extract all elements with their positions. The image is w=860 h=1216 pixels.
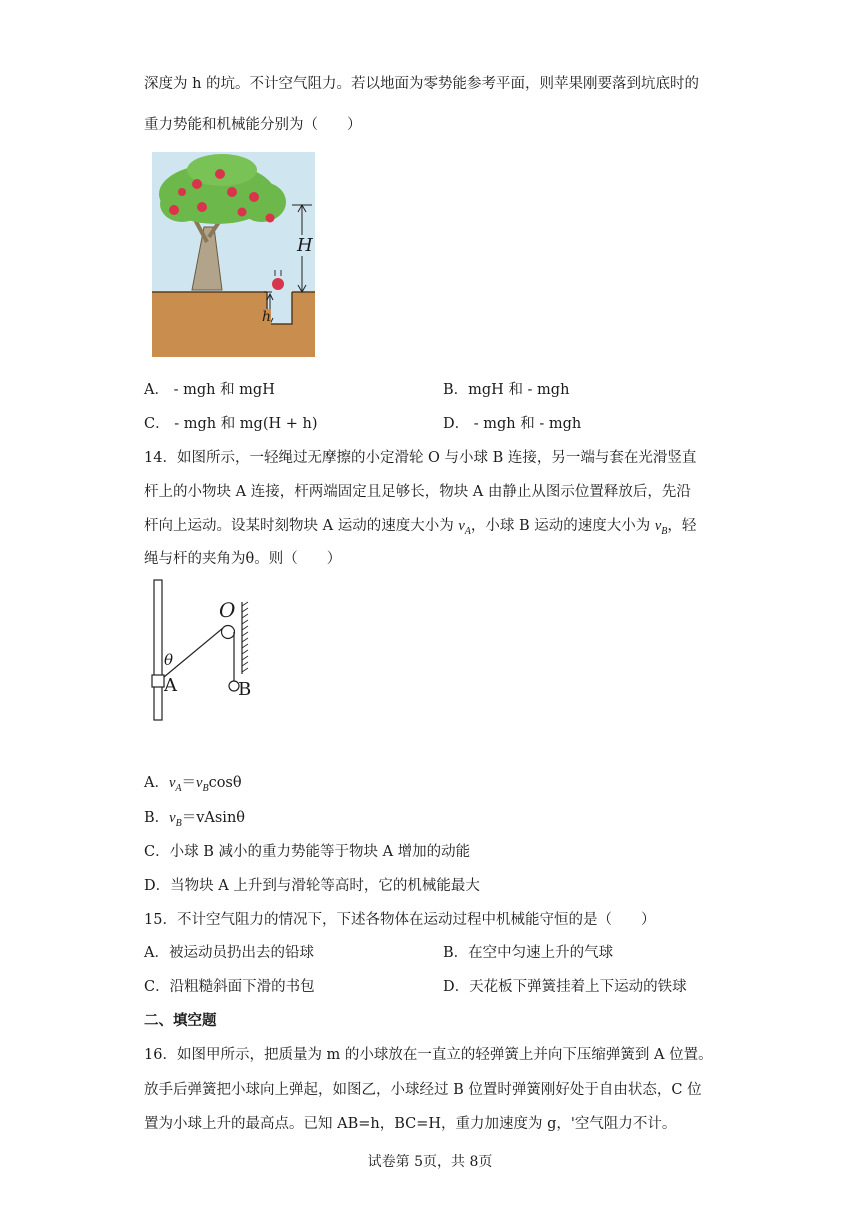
q13-stem-line1: 深度为 h 的坑。不计空气阻力。若以地面为零势能参考平面，则苹果刚要落到坑底时的 [144, 76, 700, 92]
pulley-figure [140, 574, 280, 724]
q14-option-b: B．$v_B=vAsin\theta$ [144, 810, 246, 829]
q15-option-c: C．沿粗糙斜面下滑的书包 [144, 979, 315, 995]
q14-stem-line3: 杆向上运动。设某时刻物块 A 运动的速度大小为 $v_A$，小球 B 运动的速度大小为 $v_B$，轻 [144, 518, 697, 537]
label-O: O [219, 598, 236, 622]
q14-stem-line4: 绳与杆的夹角为θ。则（ ） [144, 551, 342, 567]
label-A: A [164, 675, 177, 696]
q14-stem-line1: 14．如图所示，一轻绳过无摩擦的小定滑轮 O 与小球 B 连接，另一端与套在光滑竖直 [144, 450, 697, 466]
q14-option-a: A．$v_A=v_B\cos\theta$ [144, 775, 242, 794]
apple-tree-figure [152, 152, 315, 357]
label-H: H [297, 235, 313, 256]
q14-option-c: C．小球 B 减小的重力势能等于物块 A 增加的动能 [144, 844, 471, 860]
q16-stem-line3: 置为小球上升的最高点。已知 AB=h，BC=H，重力加速度为 g，'空气阻力不计。 [144, 1116, 677, 1132]
q13-option-c: C． - mgh 和 mg(H + h) [144, 416, 318, 432]
q13-stem-line2: 重力势能和机械能分别为（ ） [144, 117, 362, 133]
q16-stem-line2: 放手后弹簧把小球向上弹起，如图乙，小球经过 B 位置时弹簧刚好处于自由状态，C 位 [144, 1082, 702, 1098]
section-title: 二、填空题 [144, 1012, 217, 1029]
q14-stem-line2: 杆上的小物块 A 连接，杆两端固定且足够长，物块 A 由静止从图示位置释放后，先沿 [144, 484, 691, 500]
q13-option-b: B．mgH 和 - mgh [443, 382, 570, 398]
label-h: h [262, 309, 272, 325]
page-footer: 试卷第 5页，共 8页 [367, 1154, 493, 1170]
q14-option-d: D．当物块 A 上升到与滑轮等高时，它的机械能最大 [144, 878, 480, 894]
label-theta: θ [164, 651, 174, 669]
label-B: B [238, 679, 252, 700]
q13-option-d: D． - mgh 和 - mgh [443, 416, 582, 432]
q15-stem: 15．不计空气阻力的情况下，下述各物体在运动过程中机械能守恒的是（ ） [144, 912, 656, 928]
q13-option-a: A． - mgh 和 mgH [144, 382, 275, 398]
q15-option-d: D．天花板下弹簧挂着上下运动的铁球 [443, 979, 687, 995]
q15-option-b: B．在空中匀速上升的气球 [443, 945, 614, 961]
q16-stem-line1: 16．如图甲所示，把质量为 m 的小球放在一直立的轻弹簧上并向下压缩弹簧到 A 位置。 [144, 1047, 713, 1063]
q15-option-a: A．被运动员扔出去的铅球 [144, 945, 314, 961]
